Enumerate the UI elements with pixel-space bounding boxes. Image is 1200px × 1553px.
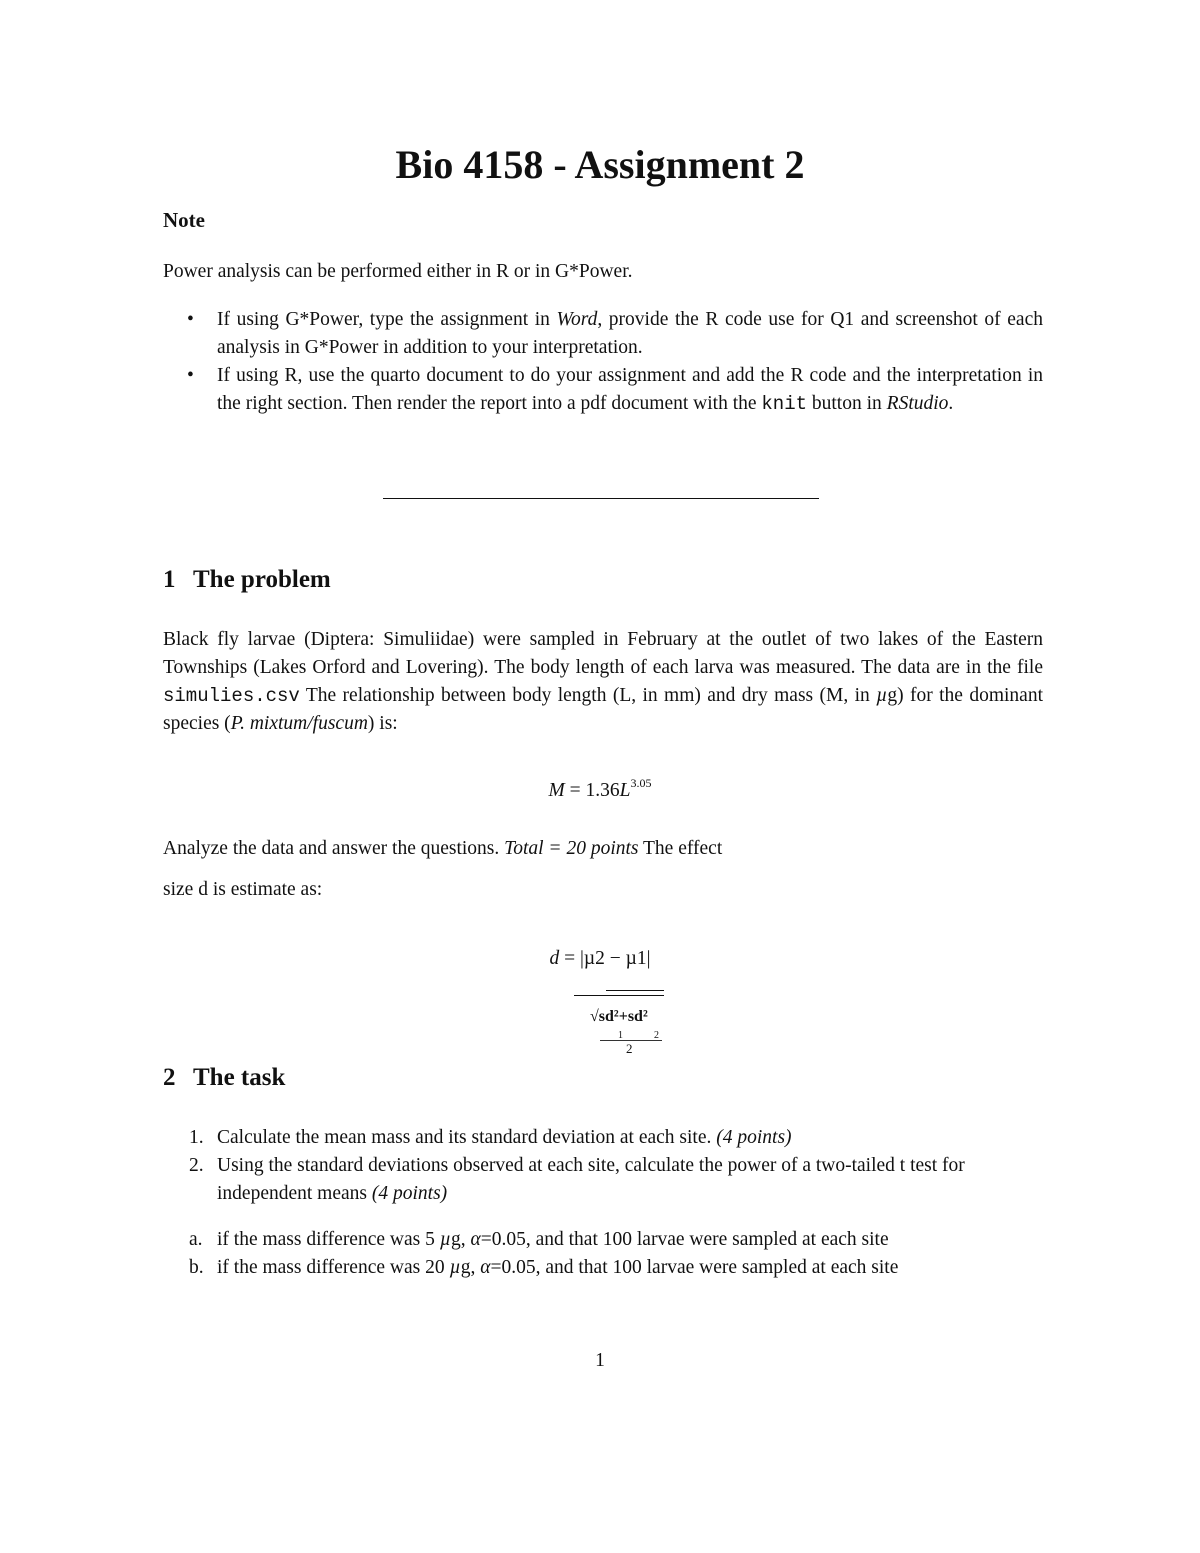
bullet-icon: •: [187, 309, 194, 330]
effect-size-equation: d = |µ2 − µ1|: [549, 948, 651, 969]
subscript-1: 1: [618, 1030, 623, 1041]
subtask-item: a. if the mass difference was 5 µg, α=0.05, and that 100 larvae were sampled at each site: [189, 1229, 889, 1250]
note-bullet-item: • If using G*Power, type the assignment in Word, provide the R code use for Q1 and screenshot of each analysis in G*Power in addition to your interpretation.: [163, 306, 1043, 362]
sqrt-expression: √sd²+sd²: [590, 1008, 648, 1025]
subscript-2: 2: [654, 1030, 659, 1041]
section-1-heading: 1 The problem: [163, 566, 331, 593]
sqrt-vinculum: [606, 990, 664, 991]
analyze-line: Analyze the data and answer the questions. Total = 20 points The effect: [163, 838, 723, 859]
note-bullet-item: • If using R, use the quarto document to do your assignment and add the R code and the interpretation in the right section. Then render the report into a pdf document with the knit button in RStudio.: [163, 362, 1043, 418]
fraction-bar: [574, 995, 664, 996]
document-title: Bio 4158 - Assignment 2: [395, 142, 805, 187]
note-heading: Note: [163, 208, 205, 232]
mass-length-equation: $M = 1.36L^{3.05}$: [548, 776, 652, 801]
section-divider: [383, 498, 819, 499]
effect-size-line: size d is estimate as:: [163, 879, 323, 900]
effect-size-denominator: [560, 990, 680, 1060]
note-bullet-list: [163, 306, 1043, 418]
subtask-item: b. if the mass difference was 20 µg, α=0.05, and that 100 larvae were sampled at each site: [189, 1257, 899, 1278]
task-item: 2. Using the standard deviations observed at each site, calculate the power of a two-tailed t test for independent means (4 points): [189, 1155, 965, 1204]
section-2-heading: 2 The task: [163, 1064, 286, 1091]
subtask-list: [163, 1226, 1043, 1282]
page-number: 1: [595, 1350, 605, 1371]
problem-paragraph: Black fly larvae (Diptera: Simuliidae) were sampled in February at the outlet of two lakes of the Eastern Townships (Lakes Orford and Lovering). The body length of each larva was measured. The data are in the file simulies.csv The relationship between body length (L, in mm) and dry mass (M, in µg) for the dominant species (P. mixtum/fuscum) is:: [163, 629, 1043, 734]
note-intro: Power analysis can be performed either in R or in G*Power.: [163, 261, 633, 282]
denominator-2: 2: [626, 1041, 633, 1056]
task-list: [163, 1124, 1043, 1208]
task-item: 1. Calculate the mean mass and its standard deviation at each site. (4 points): [189, 1127, 792, 1148]
bullet-icon: •: [187, 365, 194, 386]
